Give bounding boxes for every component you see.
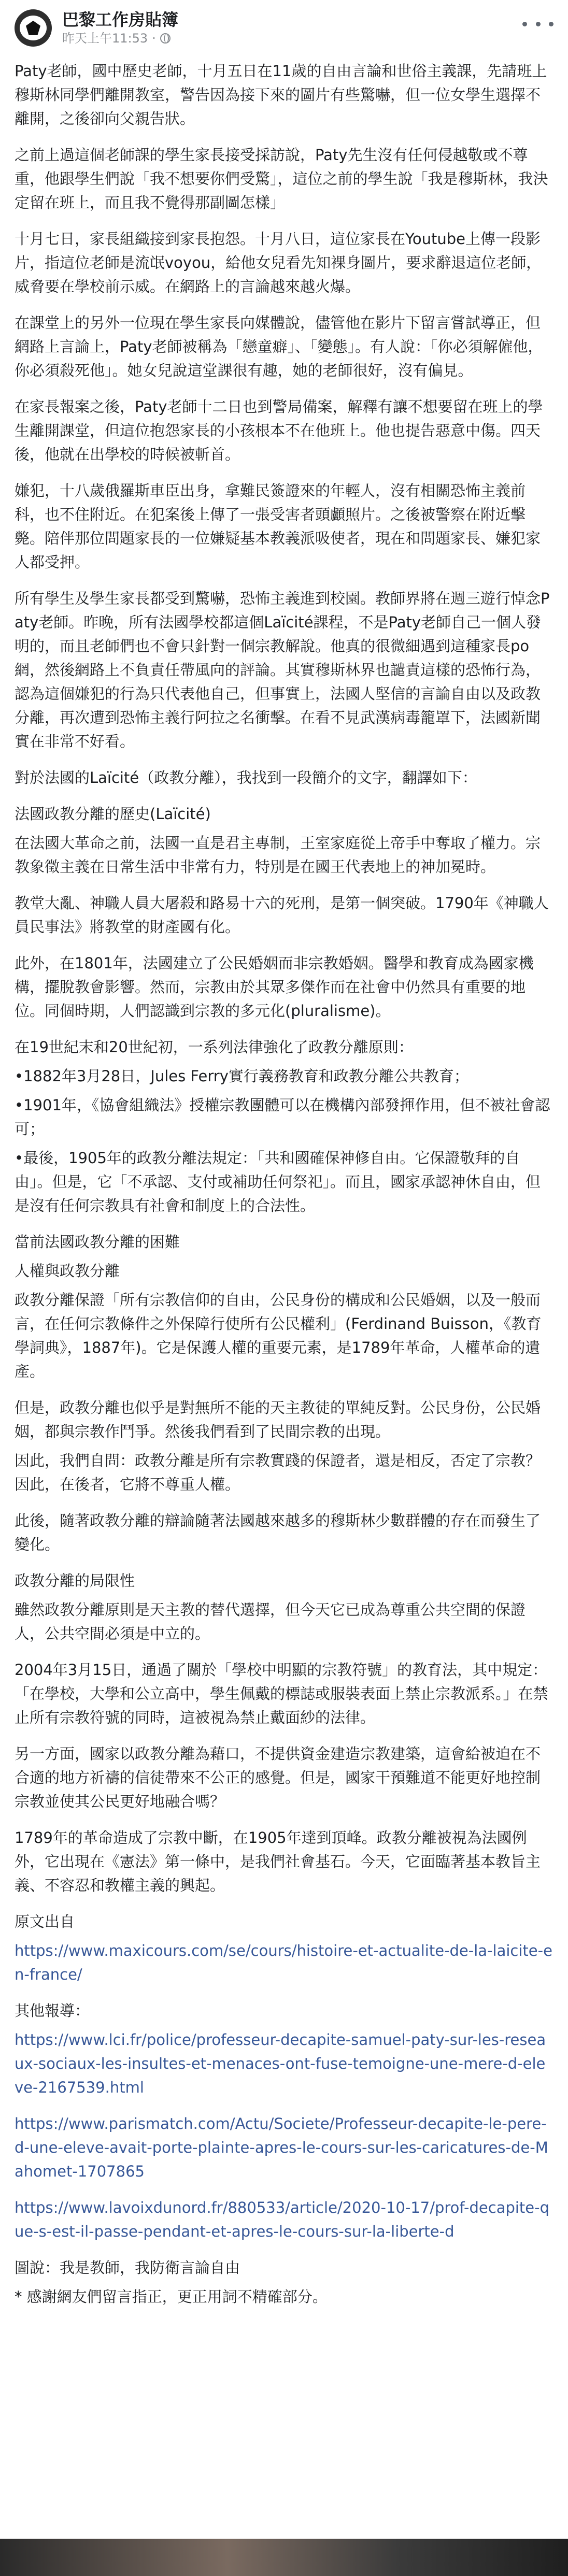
section-title: 政教分離的局限性	[15, 1572, 135, 1590]
section-paragraph: 2004年3月15日，通過了關於「學校中明顯的宗教符號」的教育法，其中規定：「在學校，大學和公立高中，學生佩戴的標誌或服裝表面上禁止宗教派系。」在禁止所有宗教符號的同時，這被視為禁止戴面紗的法律。	[15, 1661, 548, 1726]
post-paragraph: 在家長報案之後，Paty老師十二日也到警局備案，解釋有讓不想要留在班上的學生離開課堂，但這位抱怨家長的小孩根本不在他班上。他也提告惡意中傷。四天後，他就在出學校的時候被斬首。	[15, 398, 543, 463]
report-link[interactable]: https://www.lci.fr/police/professeur-decapite-samuel-paty-sur-les-reseaux-sociaux-les-insultes-et-menaces-ont-fuse-temoigne-une-mere-d-eleve-2167539.html	[15, 2031, 546, 2096]
post-paragraph: 之前上過這個老師課的學生家長接受採訪說，Paty先生沒有任何侵越敬或不尊重，他跟學生們說「我不想要你們受驚」，這位之前的學生說「我是穆斯林，我決定留在班上，而且我不覺得那副圖怎樣」	[15, 146, 548, 211]
source-link[interactable]: https://www.maxicours.com/se/cours/histoire-et-actualite-de-la-laicite-en-france/	[15, 1942, 552, 1983]
post-meta	[62, 9, 178, 47]
post-paragraph: Paty老師，國中歷史老師，十月五日在11歲的自由言論和世俗主義課，先請班上穆斯林同學們離開教室，警告因為接下來的圖片有些驚嚇，但一位女學生選擇不離開，之後卻向父親告狀。	[15, 62, 547, 127]
post-header	[15, 0, 553, 53]
section-title: 當前法國政教分離的困難	[15, 1233, 180, 1251]
bullet-item: •最後，1905年的政教分離法規定：「共和國確保神修自由。它保證敬拜的自由」。但是，它「不承認、支付或補助任何祭祀」。而且，國家承認神休自由，但是沒有任何宗教具有社會和制度上的合法性。	[15, 1149, 541, 1214]
bullet-item: •1901年，《協會組織法》授權宗教團體可以在機構內部發揮作用，但不被社會認可；	[15, 1096, 550, 1138]
section-paragraph: 在19世紀末和20世紀初，一系列法律強化了政教分離原則：	[15, 1038, 414, 1056]
page-name[interactable]: 巴黎工作房貼簿	[62, 10, 179, 30]
other-reports-label: 其他報導：	[15, 2002, 90, 2020]
more-horizontal-icon[interactable]	[522, 13, 553, 34]
post-body	[15, 59, 553, 2309]
section-paragraph: 但是，政教分離也似乎是對無所不能的天主教徒的單純反對。公民身份，公民婚姻，都與宗教作鬥爭。然後我們看到了民間宗教的出現。	[15, 1399, 541, 1440]
page-avatar[interactable]	[15, 9, 52, 47]
section-paragraph: 在法國大革命之前，法國一直是君主專制，王室家庭從上帝手中奪取了權力。宗教象徵主義在日常生活中非常有力，特別是在國王代表地上的神加冕時。	[15, 834, 541, 876]
post-time[interactable]: 昨天上午11:53	[62, 31, 148, 46]
section-paragraph: 另一方面，國家以政教分離為藉口，不提供資金建造宗教建築，這會給被迫在不合適的地方祈禱的信徒帶來不公正的感覺。但是，國家干預難道不能更好地控制宗教並使其公民更好地融合嗎？	[15, 1745, 541, 1810]
globe-icon	[160, 33, 171, 44]
post-paragraph: 在課堂上的另外一位現在學生家長向媒體說，儘管他在影片下留言嘗試導正，但網路上言論上，Paty老師被稱為「戀童癖」、「變態」。有人說：「你必須解僱他，你必須殺死他」。她女兒說這堂課很有趣，她的老師很好，沒有偏見。	[15, 314, 543, 379]
section-paragraph: 雖然政教分離原則是天主教的替代選擇，但今天它已成為尊重公共空間的保證人，公共空間必須是中立的。	[15, 1601, 526, 1642]
report-link[interactable]: https://www.lavoixdunord.fr/880533/article/2020-10-17/prof-decapite-que-s-est-il-passe-pendant-et-apres-le-cours-sur-la-liberte-d	[15, 2199, 550, 2240]
section-title: 法國政教分離的歷史(Laïcité)	[15, 805, 211, 823]
section-paragraph: 1789年的革命造成了宗教中斷，在1905年達到頂峰。政教分離被視為法國例外，它出現在《憲法》第一條中，是我們社會基石。今天，它面臨著基本教旨主義、不容忍和教權主義的興起。	[15, 1829, 541, 1894]
correction-note: * 感謝網友們留言指正，更正用詞不精確部分。	[15, 2288, 328, 2306]
section-paragraph: 此後，隨著政教分離的辯論隨著法國越來越多的穆斯林少數群體的存在而發生了變化。	[15, 1512, 541, 1553]
image-caption: 圖說：我是教師，我防衛言論自由	[15, 2259, 240, 2277]
bullet-item: •1882年3月28日，Jules Ferry實行義務教育和政教分離公共教育；	[15, 1067, 469, 1085]
section-paragraph: 教堂大亂、神職人員大屠殺和路易十六的死刑，是第一個突破。1790年《神職人員民事法》將教堂的財產國有化。	[15, 894, 549, 936]
section-paragraph: 因此，我們自問：政教分離是所有宗教實踐的保證者，還是相反，否定了宗教？因此，在後者，它將不尊重人權。	[15, 1452, 541, 1493]
section-paragraph: 政教分離保證「所有宗教信仰的自由，公民身份的構成和公民婚姻，以及一般而言，在任何宗教條件之外保障行使所有公民權利」(Ferdinand Buisson，《教育學詞典》，1887年)。它是保護人權的重要元素，是1789年革命，人權革命的遺產。	[15, 1291, 542, 1380]
section-paragraph: 此外，在1801年，法國建立了公民婚姻而非宗教婚姻。醫學和教育成為國家機構，擺脫教會影響。然而，宗教由於其眾多傑作而在社會中仍然具有重要的地位。同個時期，人們認識到宗教的多元化(pluralisme)。	[15, 954, 534, 1020]
post-paragraph: 嫌犯，十八歲俄羅斯車臣出身，拿難民簽證來的年輕人，沒有相關恐怖主義前科，也不住附近。在犯案後上傳了一張受害者頭顱照片。之後被警察在附近擊斃。陪伴那位問題家長的一位嫌疑基本教義派吸使者，現在和問題家長、嫌犯家人都受押。	[15, 482, 541, 571]
post-paragraph: 十月七日，家長組織接到家長抱怨。十月八日，這位家長在Youtube上傳一段影片，指這位老師是流氓voyou，給他女兒看先知裸身圖片，要求辭退這位老師，威脅要在學校前示威。在網路上的言論越來越火爆。	[15, 230, 542, 295]
report-link[interactable]: https://www.parismatch.com/Actu/Societe/Professeur-decapite-le-pere-d-une-eleve-avait-porte-plainte-apres-le-cours-sur-les-caricatures-de-Mahomet-1707865	[15, 2115, 548, 2180]
post-paragraph: 所有學生及學生家長都受到驚嚇，恐怖主義進到校園。教師界將在週三遊行悼念Paty老師。昨晚，所有法國學校都這個Laïcité課程，不是Paty老師自己一個人發明的，而且老師們也不會只針對一個宗教解說。他真的很微細遇到這種家長po網，然後網路上不負責任帶風向的評論。其實穆斯林界也譴責這樣的恐怖行為，認為這個嫌犯的行為只代表他自己，但事實上，法國人堅信的言論自由以及政教分離，再次遭到恐怖主義行阿拉之名衝擊。在看不見武漢病毒籠罩下，法國新聞實在非常不好看。	[15, 590, 550, 750]
post-timestamp-row	[62, 30, 178, 47]
post-image-preview[interactable]	[0, 2539, 568, 2576]
separator-dot: ·	[152, 31, 156, 46]
section-subtitle: 人權與政教分離	[15, 1262, 120, 1280]
post-paragraph: 對於法國的Laïcité（政教分離），我找到一段簡介的文字，翻譯如下：	[15, 769, 477, 786]
source-label: 原文出自	[15, 1913, 75, 1930]
